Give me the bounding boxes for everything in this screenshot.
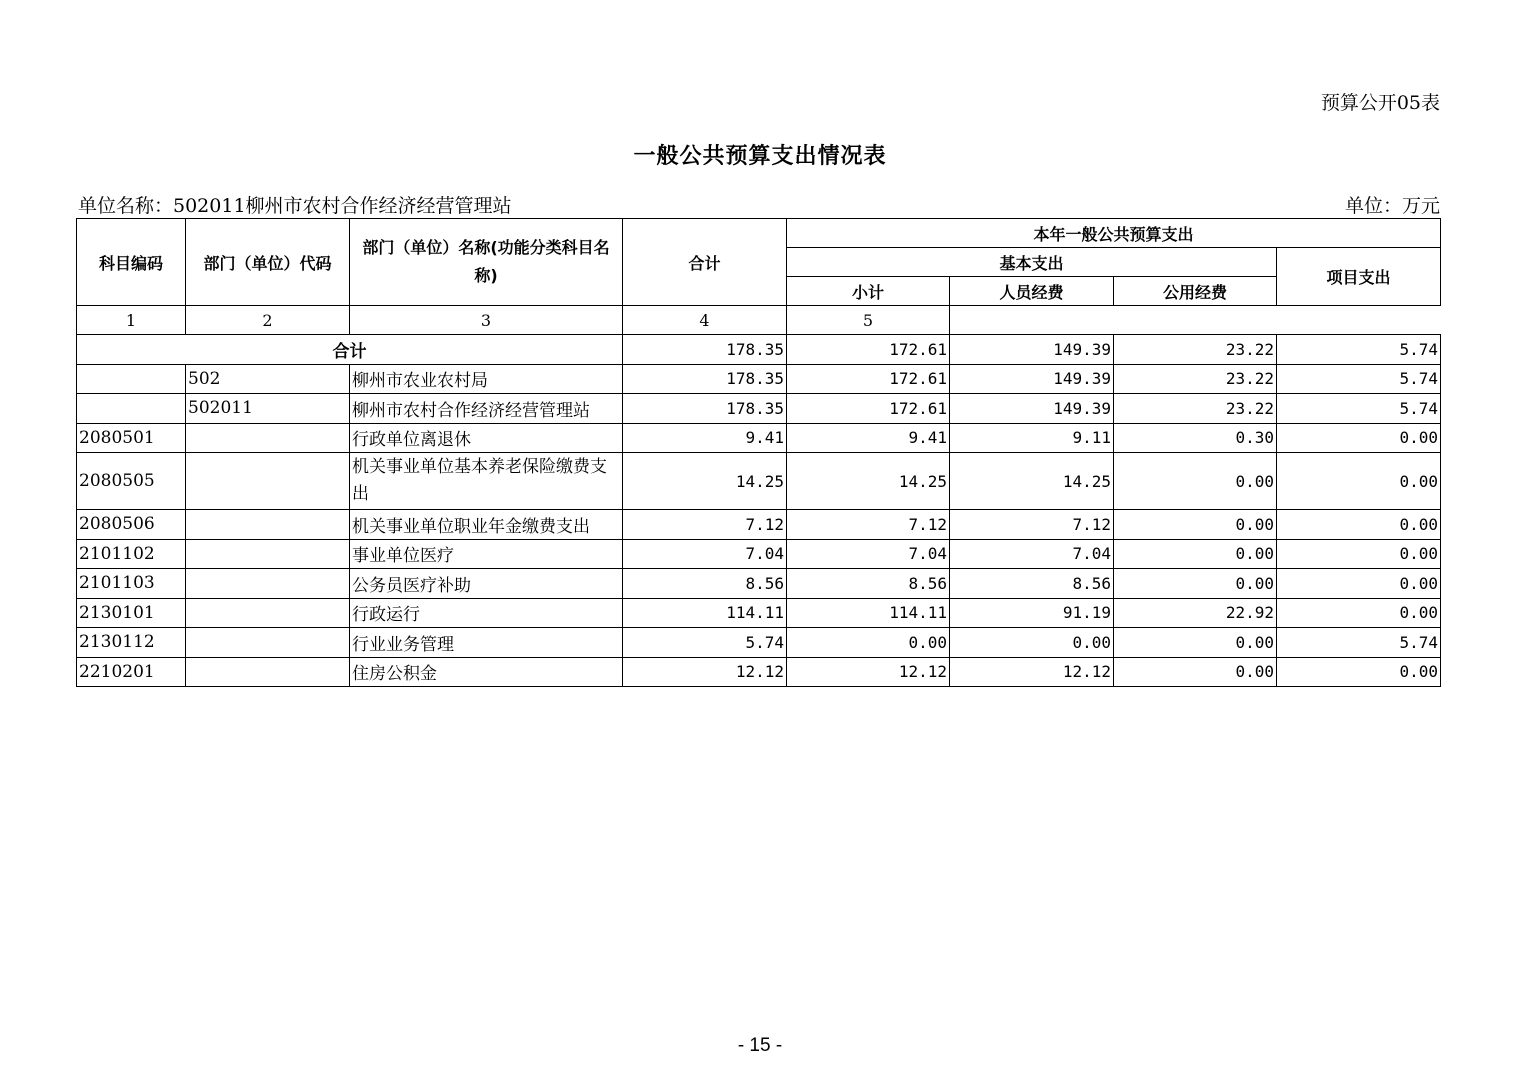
dept-code-cell bbox=[186, 510, 350, 540]
total-personnel: 149.39 bbox=[950, 335, 1114, 365]
total-cell: 7.04 bbox=[623, 539, 787, 569]
subject-code-cell: 2101102 bbox=[77, 539, 186, 569]
project-cell: 5.74 bbox=[1277, 394, 1441, 424]
subtotal-cell: 0.00 bbox=[787, 628, 950, 658]
name-cell: 柳州市农业农村局 bbox=[350, 364, 623, 394]
table-row bbox=[77, 394, 1441, 424]
personnel-cell: 8.56 bbox=[950, 569, 1114, 599]
subject-code-cell: 2210201 bbox=[77, 657, 186, 687]
dept-code-cell bbox=[186, 657, 350, 687]
public-cell: 0.00 bbox=[1114, 510, 1277, 540]
page-number: - 15 - bbox=[737, 1035, 783, 1056]
subject-code-cell: 2101103 bbox=[77, 569, 186, 599]
header-idx-2: 2 bbox=[186, 306, 350, 335]
dept-code-cell bbox=[186, 453, 350, 510]
project-cell: 0.00 bbox=[1277, 453, 1441, 510]
dept-code-cell bbox=[186, 569, 350, 599]
total-cell: 12.12 bbox=[623, 657, 787, 687]
total-sum: 178.35 bbox=[623, 335, 787, 365]
header-basic: 基本支出 bbox=[787, 248, 1277, 277]
dept-code-cell bbox=[186, 598, 350, 628]
total-label: 合计 bbox=[77, 335, 623, 365]
dept-code-cell bbox=[186, 423, 350, 453]
total-cell: 14.25 bbox=[623, 453, 787, 510]
project-cell: 0.00 bbox=[1277, 539, 1441, 569]
subtotal-cell: 114.11 bbox=[787, 598, 950, 628]
header-subtotal: 小计 bbox=[787, 277, 950, 306]
budget-table bbox=[76, 218, 1441, 687]
subject-code-cell bbox=[77, 364, 186, 394]
total-cell: 5.74 bbox=[623, 628, 787, 658]
project-cell: 5.74 bbox=[1277, 628, 1441, 658]
project-cell: 5.74 bbox=[1277, 364, 1441, 394]
dept-code-cell bbox=[186, 628, 350, 658]
subtotal-cell: 14.25 bbox=[787, 453, 950, 510]
total-public: 23.22 bbox=[1114, 335, 1277, 365]
total-cell: 114.11 bbox=[623, 598, 787, 628]
total-cell: 7.12 bbox=[623, 510, 787, 540]
total-cell: 8.56 bbox=[623, 569, 787, 599]
name-cell: 行业业务管理 bbox=[350, 628, 623, 658]
public-cell: 0.00 bbox=[1114, 569, 1277, 599]
header-dept-name: 部门（单位）名称(功能分类科目名称) bbox=[350, 219, 623, 306]
table-row bbox=[77, 510, 1441, 540]
public-cell: 0.00 bbox=[1114, 453, 1277, 510]
header-personnel: 人员经费 bbox=[950, 277, 1114, 306]
header-idx-3: 3 bbox=[350, 306, 623, 335]
public-cell: 0.00 bbox=[1114, 657, 1277, 687]
subtotal-cell: 172.61 bbox=[787, 364, 950, 394]
project-cell: 0.00 bbox=[1277, 598, 1441, 628]
table-body bbox=[77, 364, 1441, 687]
table-row bbox=[77, 453, 1441, 510]
page-title: 一般公共预算支出情况表 bbox=[633, 143, 887, 169]
subject-code-cell: 2080501 bbox=[77, 423, 186, 453]
subject-code-cell bbox=[77, 394, 186, 424]
form-number: 预算公开05表 bbox=[1320, 92, 1440, 114]
subject-code-cell: 2080505 bbox=[77, 453, 186, 510]
table-row bbox=[77, 364, 1441, 394]
dept-code-cell: 502011 bbox=[186, 394, 350, 424]
header-idx-5: 5 bbox=[787, 306, 950, 335]
project-cell: 0.00 bbox=[1277, 510, 1441, 540]
table-row bbox=[77, 539, 1441, 569]
total-row bbox=[77, 335, 1441, 365]
dept-code-cell: 502 bbox=[186, 364, 350, 394]
project-cell: 0.00 bbox=[1277, 657, 1441, 687]
header-total: 合计 bbox=[623, 219, 787, 306]
project-cell: 0.00 bbox=[1277, 569, 1441, 599]
personnel-cell: 149.39 bbox=[950, 394, 1114, 424]
subject-code-cell: 2130112 bbox=[77, 628, 186, 658]
subtotal-cell: 9.41 bbox=[787, 423, 950, 453]
table-row bbox=[77, 598, 1441, 628]
table-row bbox=[77, 657, 1441, 687]
header-project: 项目支出 bbox=[1277, 248, 1441, 306]
table-row bbox=[77, 569, 1441, 599]
total-cell: 9.41 bbox=[623, 423, 787, 453]
name-cell: 住房公积金 bbox=[350, 657, 623, 687]
public-cell: 0.00 bbox=[1114, 539, 1277, 569]
personnel-cell: 12.12 bbox=[950, 657, 1114, 687]
personnel-cell: 9.11 bbox=[950, 423, 1114, 453]
name-cell: 机关事业单位职业年金缴费支出 bbox=[350, 510, 623, 540]
table-row bbox=[77, 423, 1441, 453]
header-subject-code: 科目编码 bbox=[77, 219, 186, 306]
name-cell: 行政单位离退休 bbox=[350, 423, 623, 453]
name-cell: 事业单位医疗 bbox=[350, 539, 623, 569]
header-idx-1: 1 bbox=[77, 306, 186, 335]
table-row bbox=[77, 628, 1441, 658]
name-cell: 机关事业单位基本养老保险缴费支出 bbox=[350, 453, 623, 510]
header-dept-code: 部门（单位）代码 bbox=[186, 219, 350, 306]
subject-code-cell: 2130101 bbox=[77, 598, 186, 628]
unit-label: 单位：万元 bbox=[1344, 195, 1440, 217]
public-cell: 22.92 bbox=[1114, 598, 1277, 628]
subtotal-cell: 12.12 bbox=[787, 657, 950, 687]
personnel-cell: 7.12 bbox=[950, 510, 1114, 540]
public-cell: 23.22 bbox=[1114, 364, 1277, 394]
total-cell: 178.35 bbox=[623, 364, 787, 394]
total-cell: 178.35 bbox=[623, 394, 787, 424]
subtotal-cell: 172.61 bbox=[787, 394, 950, 424]
personnel-cell: 7.04 bbox=[950, 539, 1114, 569]
subtotal-cell: 8.56 bbox=[787, 569, 950, 599]
public-cell: 23.22 bbox=[1114, 394, 1277, 424]
project-cell: 0.00 bbox=[1277, 423, 1441, 453]
subject-code-cell: 2080506 bbox=[77, 510, 186, 540]
personnel-cell: 91.19 bbox=[950, 598, 1114, 628]
name-cell: 柳州市农村合作经济经营管理站 bbox=[350, 394, 623, 424]
name-cell: 公务员医疗补助 bbox=[350, 569, 623, 599]
unit-name: 单位名称：502011柳州市农村合作经济经营管理站 bbox=[78, 195, 512, 217]
header-idx-4: 4 bbox=[623, 306, 787, 335]
subtotal-cell: 7.04 bbox=[787, 539, 950, 569]
public-cell: 0.00 bbox=[1114, 628, 1277, 658]
public-cell: 0.30 bbox=[1114, 423, 1277, 453]
subtotal-cell: 7.12 bbox=[787, 510, 950, 540]
dept-code-cell bbox=[186, 539, 350, 569]
header-public: 公用经费 bbox=[1114, 277, 1277, 306]
name-cell: 行政运行 bbox=[350, 598, 623, 628]
total-project: 5.74 bbox=[1277, 335, 1441, 365]
personnel-cell: 149.39 bbox=[950, 364, 1114, 394]
total-subtotal: 172.61 bbox=[787, 335, 950, 365]
personnel-cell: 0.00 bbox=[950, 628, 1114, 658]
personnel-cell: 14.25 bbox=[950, 453, 1114, 510]
header-group-title: 本年一般公共预算支出 bbox=[787, 219, 1441, 248]
